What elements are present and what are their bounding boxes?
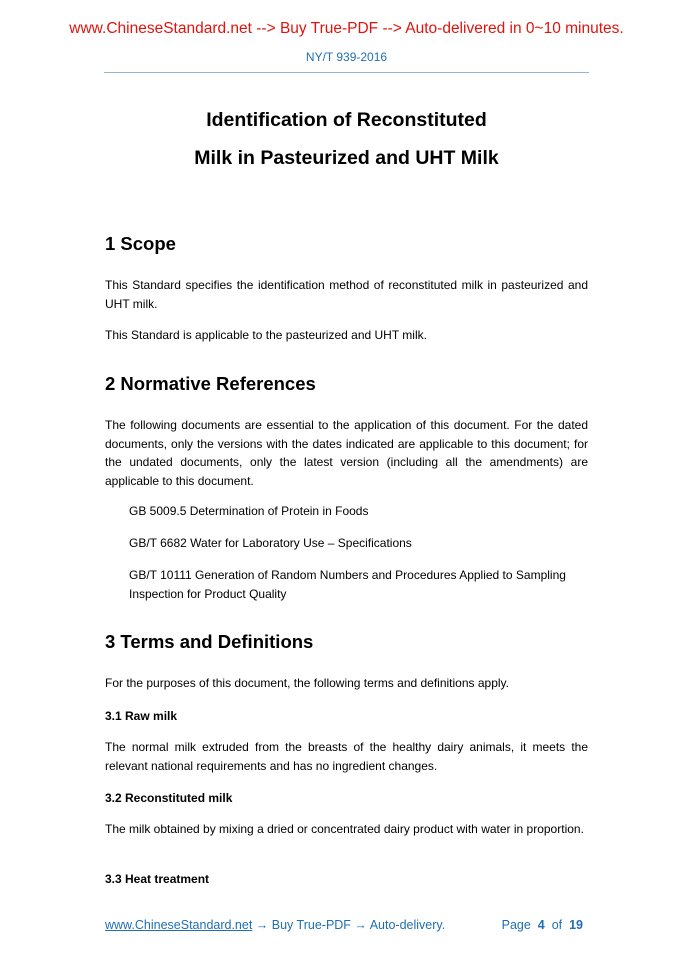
scope-paragraph-1: This Standard specifies the identification method of reconstituted milk in pasteurized and UHT milk.	[105, 278, 588, 311]
terms-intro: For the purposes of this document, the following terms and definitions apply.	[105, 676, 509, 690]
page-number: 4	[537, 918, 545, 932]
title-line-1: Identification of Reconstituted	[206, 109, 487, 131]
section-heading-terms: 3 Terms and Definitions	[105, 631, 314, 652]
page-total: 19	[569, 918, 583, 932]
document-title	[0, 101, 693, 177]
page-indicator	[502, 918, 583, 933]
footer-link[interactable]: www.ChineseStandard.net	[105, 918, 253, 932]
term-heading-reconstituted-milk: 3.2 Reconstituted milk	[105, 791, 233, 805]
section-heading-scope: 1 Scope	[105, 233, 176, 254]
term-definition-raw-milk: The normal milk extruded from the breasts of the healthy dairy animals, it meets the relevant national requirements and has no ingredient changes.	[105, 740, 588, 773]
reference-item: GB/T 6682 Water for Laboratory Use – Specifications	[129, 536, 412, 550]
term-definition-reconstituted-milk: The milk obtained by mixing a dried or concentrated dairy product with water in proportion.	[105, 822, 584, 836]
page-footer	[105, 918, 589, 933]
title-line-2: Milk in Pasteurized and UHT Milk	[194, 147, 499, 169]
term-heading-heat-treatment: 3.3 Heat treatment	[105, 872, 210, 886]
section-heading-normative-references: 2 Normative References	[105, 373, 316, 394]
header-divider	[104, 72, 589, 73]
term-heading-raw-milk: 3.1 Raw milk	[105, 709, 178, 723]
standard-code: NY/T 939-2016	[305, 50, 388, 64]
of-label: of	[551, 918, 563, 932]
reference-item: GB 5009.5 Determination of Protein in Foods	[129, 504, 369, 518]
footer-tagline: → Buy True-PDF → Auto-delivery.	[252, 918, 446, 932]
top-banner[interactable]: www.ChineseStandard.net --> Buy True-PDF --> Auto-delivered in 0~10 minutes.	[69, 20, 624, 37]
normative-paragraph: The following documents are essential to the application of this document. For the dated documents, only the versions with the dates indicated are applicable to this document; for the undated documents, only the latest version (including all the amendments) are applicable to this document.	[105, 418, 588, 488]
reference-item: GB/T 10111 Generation of Random Numbers and Procedures Applied to Sampling Inspection for Product Quality	[129, 568, 566, 601]
page-label: Page	[501, 918, 531, 932]
scope-paragraph-2: This Standard is applicable to the pasteurized and UHT milk.	[105, 328, 427, 342]
